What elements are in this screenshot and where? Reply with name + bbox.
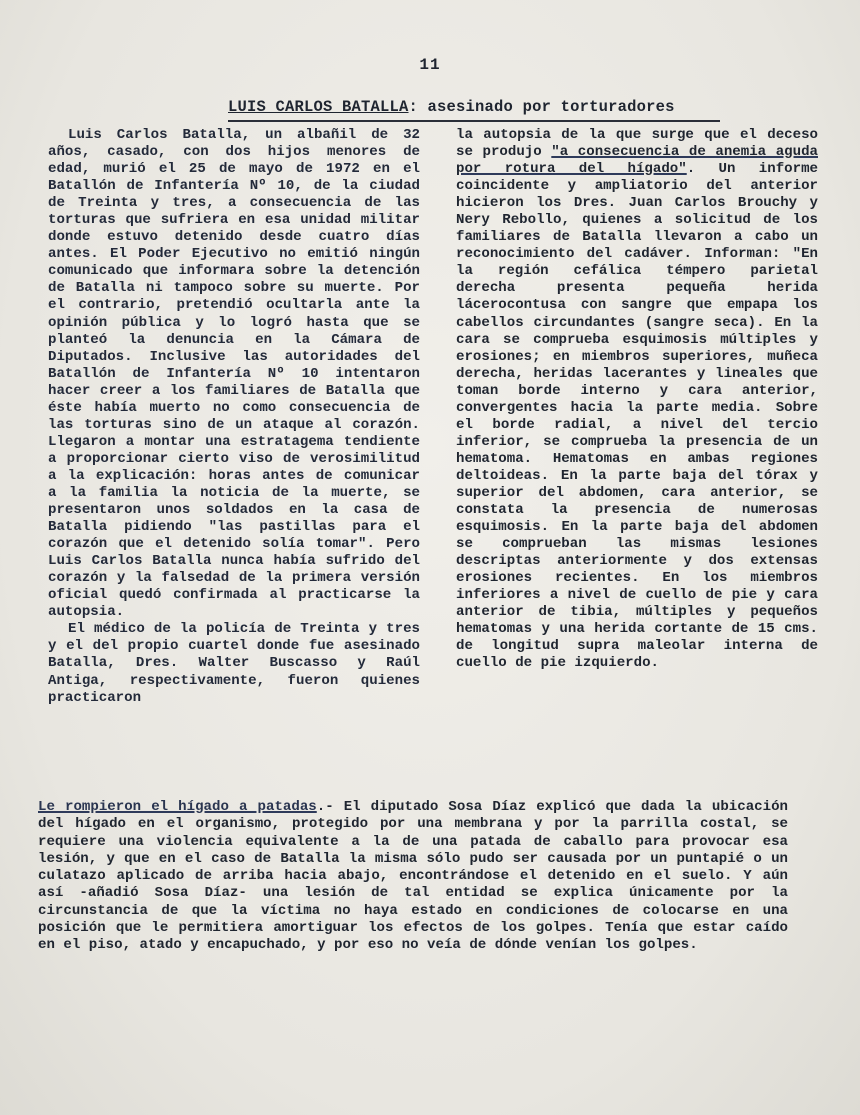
subheading-suffix: .- — [316, 799, 334, 815]
section-subheading: Le rompieron el hígado a patadas — [38, 799, 317, 815]
left-paragraph-1: Luis Carlos Batalla, un albañil de 32 años, casado, con dos hijos menores de edad, murió el 25 de mayo de 1972 en el Batallón de Infantería Nº 10, de la ciudad de Treinta y tres, a consecuencia de las torturas que sufriera en esa unidad militar donde estuvo detenido desde cuatro días antes. El Poder Ejecutivo no emitió ningún comunicado que informara sobre la detención de Batalla ni tampoco sobre su muerte. Por el contrario, pretendió ocultarla ante la opinión pública y lo logró hasta que se planteó la denuncia en la Cámara de Diputados. Inclusive las autoridades del Batallón de Infantería Nº 10 intentaron hacer creer a los familiares de Batalla que éste había muerto no como consecuencia de las torturas sino de un ataque al corazón. Llegaron a montar una estratagema tendiente a proporcionar cierto viso de verosimilitud a la explicación: horas antes de comunicar a la familia la noticia de la muerte, se presentaron unos soldados en la casa de Batalla pidiendo "las pastillas para el corazón que el detenido solía tomar". Pero Luis Carlos Batalla nunca había sufrido del corazón y la falsedad de la primera versión oficial quedó confirmada al practicarse la autopsia. — [48, 127, 420, 621]
right-column — [456, 127, 818, 673]
title-name: LUIS CARLOS BATALLA — [228, 98, 409, 116]
right-paragraph — [456, 127, 818, 673]
title-separator: : — [408, 98, 419, 116]
left-paragraph-2: El médico de la policía de Treinta y tres y el del propio cuartel donde fue asesinado Batalla, Dres. Walter Buscasso y Raúl Antiga, respectivamente, fueron quienes practicaron — [48, 621, 420, 706]
right-text-after: . Un informe coincidente y ampliatorio del anterior hicieron los Dres. Juan Carlos Brouchy y Nery Rebollo, quienes a solicitud de los familiares de Batalla llevaron a cabo un reconocimiento del cadáver. Informan: "En la región cefálica témpero parietal derecha presenta pequeña herida lácerocontusa con sangre que empapa los cabellos circundantes (sangre seca). En la cara se comprueba esquimosis múltiples y erosiones; en miembros superiores, muñeca derecha, heridas lacerantes y lineales que toman borde interno y cara anterior, convergentes hacia la parte media. Sobre el borde radial, a nivel del tercio inferior, se comprueba la presencia de un hematoma. Hematomas en ambas regiones deltoideas. En la parte baja del tórax y superior del abdomen, cara anterior, se constata la presencia de numerosas esquimosis. En la parte baja del abdomen se comprueban las mismas lesiones descriptas anteriormente y dos extensas erosiones recientes. En los miembros inferiores a nivel de cuello de pie y cara anterior de tibia, múltiples y pequeños hematomas y una herida cortante de 15 cms. de longitud supra maleolar interna de cuello de pie izquierdo. — [456, 161, 818, 672]
left-column — [48, 127, 420, 707]
bottom-text: El diputado Sosa Díaz explicó que dada la ubicación del hígado en el organismo, protegido por una membrana y por la parrilla costal, se requiere una violencia equivalente a la de una patada de caballo para provocar esa lesión, y que en el caso de Batalla la misma sólo pudo ser causada por un puntapié o un culatazo aplicado de arriba hacia abajo, encontrándose el detenido en el suelo. Y aún así -añadió Sosa Díaz- una lesión de tal entidad se explica únicamente por la circunstancia de que la víctima no haya estado en condiciones de colocarse en una posición que le permitiera amortiguar los efectos de los golpes. Tenía que estar caído en el piso, atado y encapuchado, y por eso no veía de dónde venían los golpes. — [38, 799, 788, 954]
bottom-paragraph — [38, 799, 788, 955]
bottom-section — [38, 799, 788, 955]
article-title — [228, 98, 675, 116]
autopsy-quote: "a consecuencia de anemia aguda por rotura del hígado" — [456, 144, 818, 178]
title-subtitle: asesinado por torturadores — [418, 98, 675, 116]
right-text-before: la autopsia de la que surge que el deceso se produjo — [456, 127, 818, 161]
page-number: 11 — [419, 56, 441, 74]
title-underline — [228, 120, 720, 122]
